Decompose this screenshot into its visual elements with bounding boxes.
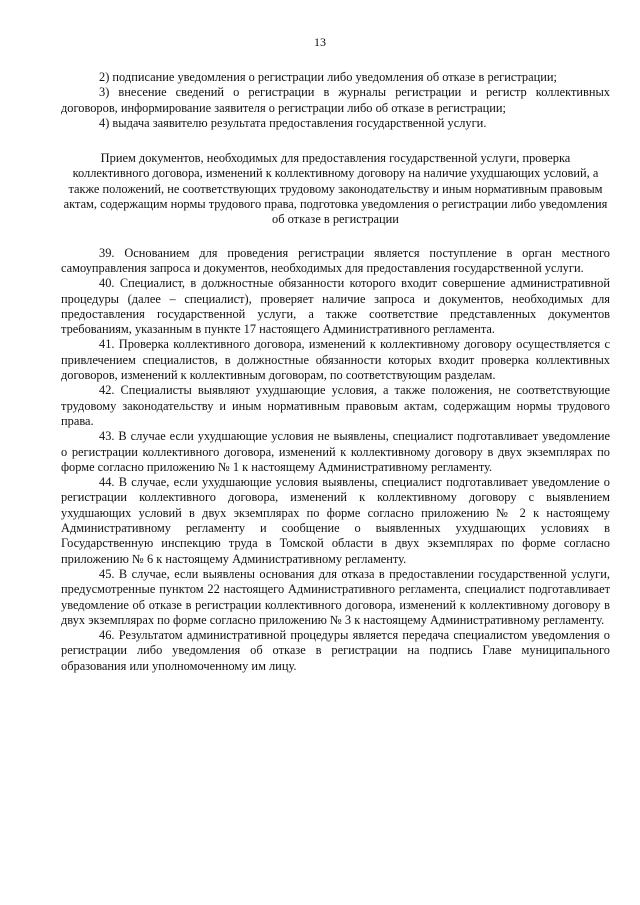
page-number: 13 xyxy=(314,35,326,49)
document-body xyxy=(61,70,610,674)
paragraph: 43. В случае если ухудшающие условия не выявлены, специалист подготавливает уведомление о регистрации коллективного договора, изменений к коллективному договору в двух экземплярах по форме согласно приложению № 1 к настоящему Административному регламенту. xyxy=(61,429,610,474)
intro-item: 2) подписание уведомления о регистрации либо уведомления об отказе в регистрации; xyxy=(99,70,557,84)
intro-item: 3) внесение сведений о регистрации в журналы регистрации и регистр коллективных договоров, информирование заявителя о регистрации либо об отказе в регистрации; xyxy=(61,85,610,115)
paragraph: 42. Специалисты выявляют ухудшающие условия, а также положения, не соответствующие трудовому законодательству и иным нормативным правовым актам, содержащим нормы трудового права. xyxy=(61,383,610,428)
paragraph: 39. Основанием для проведения регистрации является поступление в орган местного самоуправления запроса и документов, необходимых для предоставления государственной услуги. xyxy=(61,245,610,275)
paragraph: 41. Проверка коллективного договора, изменений к коллективному договору осуществляется с привлечением специалистов, в должностные обязанности которых входит проверка коллективных договоров, изменений к коллективным договорам, по соответствующим разделам. xyxy=(61,337,610,383)
paragraph: 45. В случае, если выявлены основания для отказа в предоставлении государственной услуги, предусмотренные пунктом 22 настоящего Административного регламента, специалист подготавливает уведомление об отказе в регистрации коллективного договора, изменений к коллективному договору в двух экземплярах по форме согласно приложению № 3 к настоящему Административному регламенту. xyxy=(61,566,610,627)
section-heading: Прием документов, необходимых для предоставления государственной услуги, проверка коллективного договора, изменений к коллективному договору на наличие ухудшающих условий, а также положений, не соответствующих трудовому законодательству и иным нормативным правовым актам, содержащим нормы трудового права, подготовка уведомления о регистрации либо уведомления об отказе в регистрации xyxy=(63,151,608,227)
paragraph: 44. В случае, если ухудшающие условия выявлены, специалист подготавливает уведомление о регистрации коллективного договора, изменений к коллективному договору с выявлением ухудшающих условий в двух экземплярах по форме согласно приложению № 2 к настоящему Административному регламенту и сообщение о выявленных ухудшающих условиях в Государственную инспекцию труда в Томской области в двух экземплярах по форме согласно приложению № 6 к настоящему Административному регламенту. xyxy=(61,475,610,566)
intro-item: 4) выдача заявителю результата предоставления государственной услуги. xyxy=(99,115,487,130)
paragraph: 46. Результатом административной процедуры является передача специалистом уведомления о регистрации либо уведомления об отказе в регистрации на подпись Главе муниципального образования или уполномоченному им лицу. xyxy=(61,628,610,673)
paragraph: 40. Специалист, в должностные обязанности которого входит совершение административной процедуры (далее – специалист), проверяет наличие запроса и документов, необходимых для предоставления государственной услуги, а также соответствие представленных документов требованиям, указанным в пункте 17 настоящего Административного регламента. xyxy=(61,276,610,337)
